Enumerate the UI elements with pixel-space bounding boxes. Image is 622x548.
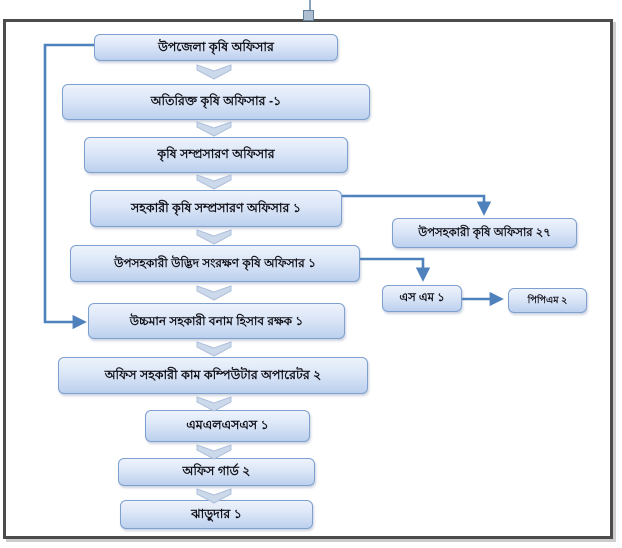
node-agri-extension-officer	[84, 137, 348, 173]
down-arrow-icon	[196, 396, 232, 412]
node-office-asst-computer-operator	[58, 357, 368, 394]
down-arrow-icon	[196, 341, 232, 357]
top-resize-handle-icon[interactable]	[303, 10, 314, 21]
node-label: পিপিএম ২	[527, 294, 568, 306]
down-arrow-icon	[196, 444, 232, 460]
node-label: উপজেলা কৃষি অফিসার	[158, 39, 274, 54]
node-label: কৃষি সম্প্রসারণ অফিসার	[157, 147, 275, 162]
node-ppm	[508, 288, 587, 313]
node-label: উচ্চমান সহকারী বনাম হিসাব রক্ষক ১	[129, 313, 304, 328]
down-arrow-icon	[196, 121, 232, 137]
node-upper-division-asst-accountant	[88, 303, 345, 339]
node-upazila-agri-officer	[94, 34, 338, 61]
node-sub-asst-agri-officer	[392, 218, 577, 248]
down-arrow-icon	[196, 174, 232, 190]
node-label: এস এম ১	[399, 292, 445, 305]
node-additional-agri-officer	[62, 84, 370, 120]
down-arrow-icon	[196, 488, 232, 504]
node-sub-asst-plant-protection-officer	[70, 245, 360, 282]
node-label: উপসহকারী উদ্ভিদ সংরক্ষণ কৃষি অফিসার ১	[114, 256, 316, 271]
down-arrow-icon	[196, 64, 232, 80]
node-label: অফিস সহকারী কাম কম্পিউটার অপারেটর ২	[104, 367, 322, 382]
down-arrow-icon	[196, 229, 232, 245]
node-sweeper	[120, 500, 313, 529]
node-asst-agri-extension-officer	[90, 190, 342, 227]
node-office-guard	[118, 458, 315, 486]
node-label: ঝাড়ুদার ১	[191, 506, 242, 521]
node-label: এমএলএসএস ১	[186, 418, 269, 433]
node-label: অতিরিক্ত কৃষি অফিসার -১	[150, 94, 282, 109]
node-label: অফিস গার্ড ২	[182, 464, 251, 479]
node-mlss	[145, 410, 310, 442]
node-label: উপসহকারী কৃষি অফিসার ২৭	[418, 226, 551, 239]
down-arrow-icon	[196, 285, 232, 301]
node-sm	[382, 285, 462, 312]
node-label: সহকারী কৃষি সম্প্রসারণ অফিসার ১	[131, 200, 301, 215]
